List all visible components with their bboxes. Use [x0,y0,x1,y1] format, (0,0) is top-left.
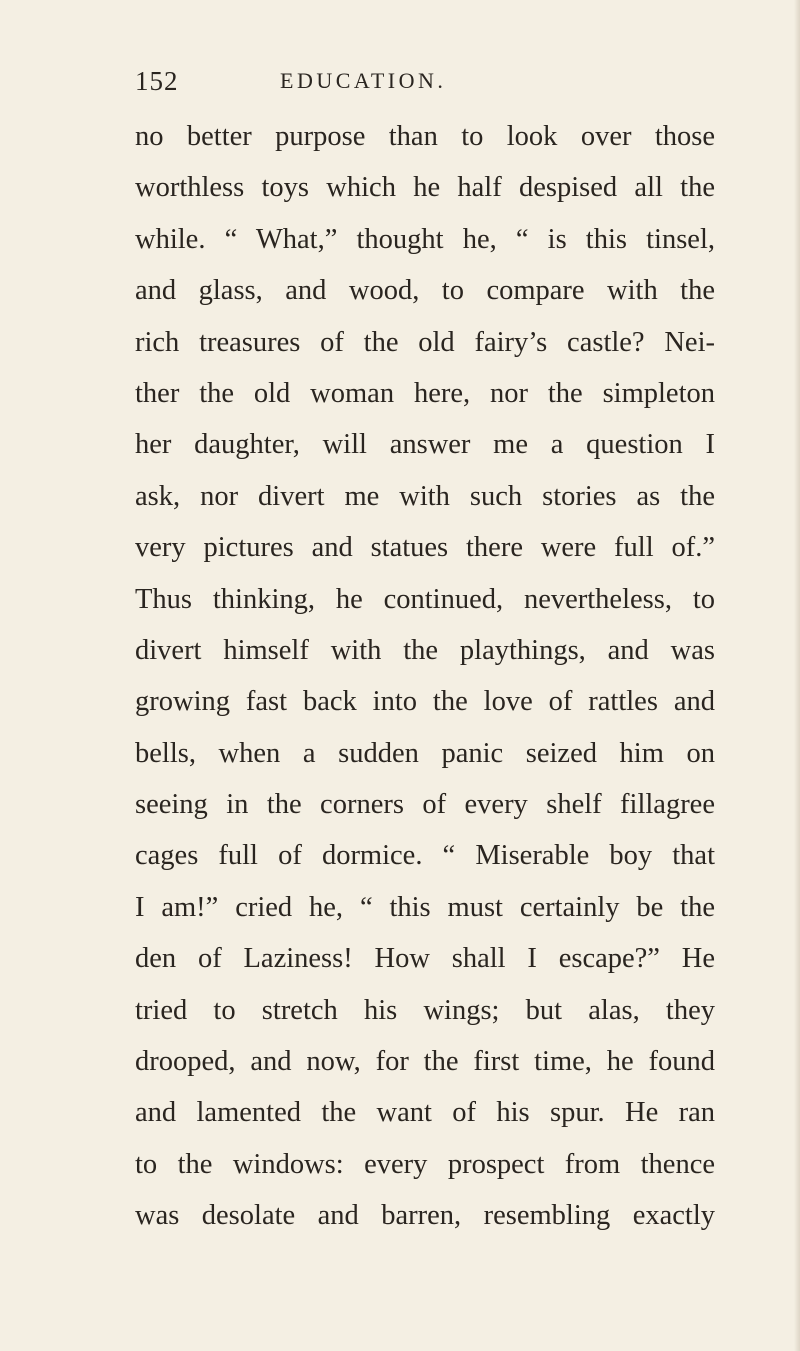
text-line: ther the old woman here, nor the simpleton [135,377,715,409]
text-line: divert himself with the playthings, and was [135,634,715,666]
text-line: to the windows: every prospect from thence [135,1148,715,1180]
running-head [135,66,695,102]
text-line: and lamented the want of his spur. He ran [135,1097,715,1129]
text-line: growing fast back into the love of rattles and [135,686,715,718]
text-line: drooped, and now, for the first time, he found [135,1046,715,1078]
text-line: very pictures and statues there were full of.” [135,532,715,564]
running-title: EDUCATION. [280,68,447,93]
text-line: Thus thinking, he continued, nevertheless, to [135,583,715,615]
text-line: tried to stretch his wings; but alas, they [135,994,715,1026]
page-number: 152 [135,66,179,96]
text-line: bells, when a sudden panic seized him on [135,737,715,769]
body-text [135,111,715,1242]
text-line: I am!” cried he, “ this must certainly be the [135,891,715,923]
text-line: seeing in the corners of every shelf fillagree [135,789,715,821]
text-line: no better purpose than to look over those [135,121,715,152]
page-edge-shadow [794,0,800,1351]
text-line: her daughter, will answer me a question I [135,429,715,461]
text-line: cages full of dormice. “ Miserable boy that [135,840,715,872]
text-line: rich treasures of the old fairy’s castle? Nei- [135,326,715,358]
text-line: was desolate and barren, resembling exactly [135,1200,715,1232]
text-line: and glass, and wood, to compare with the [135,275,715,307]
text-line: den of Laziness! How shall I escape?” He [135,943,715,975]
text-line: while. “ What,” thought he, “ is this tinsel, [135,223,715,255]
text-line: worthless toys which he half despised all the [135,172,715,204]
text-line: ask, nor divert me with such stories as the [135,480,715,512]
